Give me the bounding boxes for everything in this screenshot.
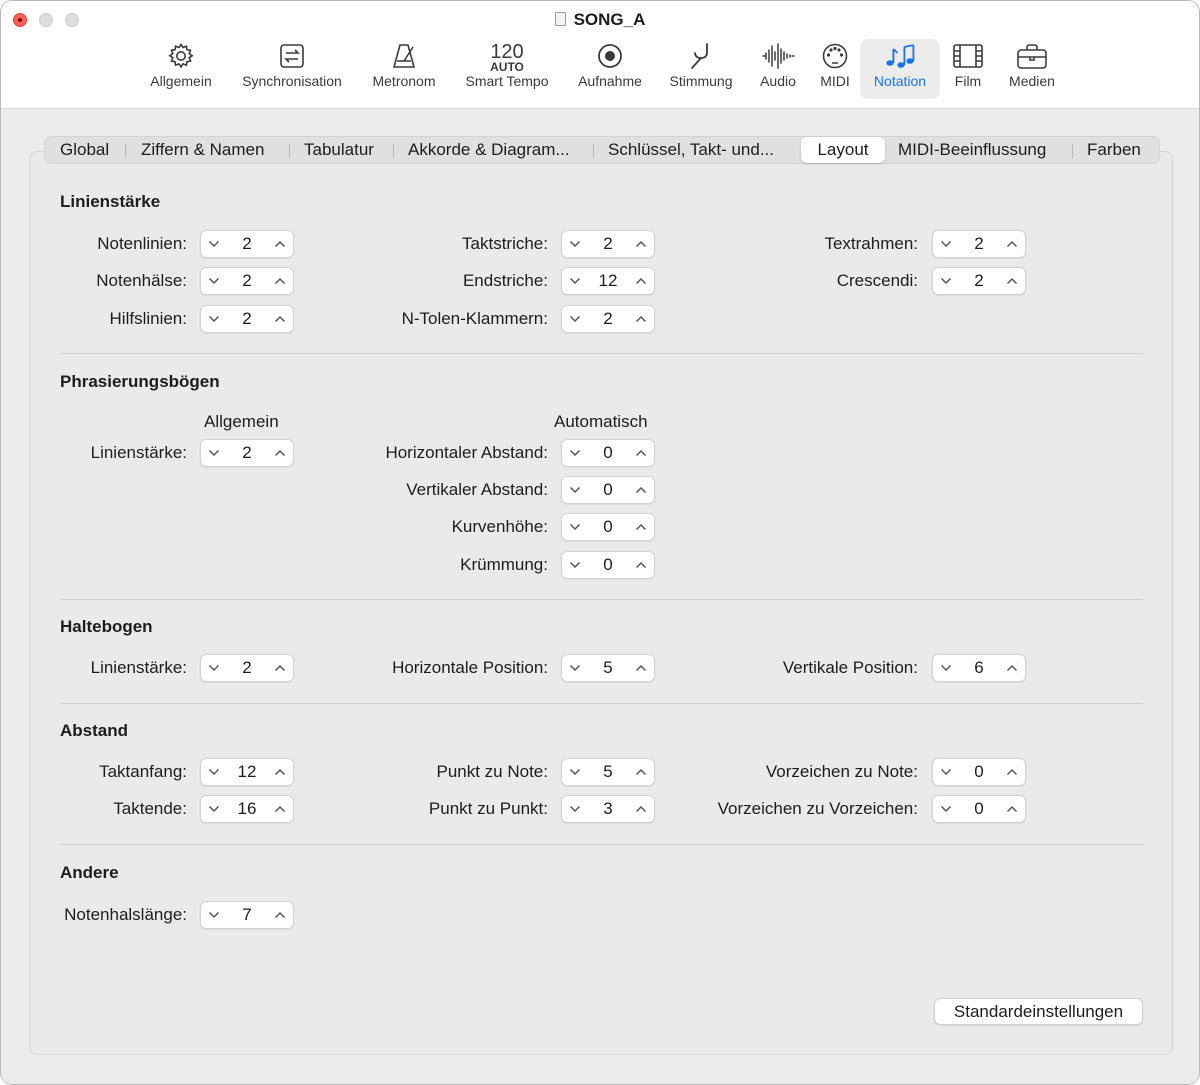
toolbar: [1, 1, 1199, 109]
toolbar-item-label: Smart Tempo: [465, 73, 549, 89]
endstriche-value[interactable]: 12: [598, 271, 618, 290]
endstriche-stepper: [561, 267, 655, 295]
toolbar-item-notation[interactable]: [860, 39, 940, 99]
horizontaler-abstand-label: Horizontaler Abstand:: [385, 443, 548, 462]
decrement-button[interactable]: [201, 655, 227, 681]
taktende-stepper: [200, 795, 294, 823]
section-title-phrasierungsboegen: Phrasierungsbögen: [60, 372, 220, 391]
toolbar-item-label: Allgemein: [150, 73, 212, 89]
ntolen-klammern-value[interactable]: 2: [603, 309, 613, 328]
decrement-button[interactable]: [562, 477, 588, 503]
phrasierung-linienstaerke-stepper: [200, 439, 294, 467]
decrement-button[interactable]: [201, 440, 227, 466]
vorzeichen-zu-note-value[interactable]: 0: [974, 762, 984, 781]
vertikale-position-stepper: [932, 654, 1026, 682]
vertikale-position-label: Vertikale Position:: [782, 658, 918, 677]
haltebogen-linienstaerke-stepper: [200, 654, 294, 682]
notenlinien-label: Notenlinien:: [97, 234, 187, 253]
vorzeichen-zu-vorzeichen-stepper: [932, 795, 1026, 823]
increment-button[interactable]: [628, 477, 654, 503]
tab-schluessel-takt[interactable]: Schlüssel, Takt- und...: [608, 140, 774, 159]
decrement-button[interactable]: [201, 306, 227, 332]
decrement-button[interactable]: [562, 552, 588, 578]
notenlinien-value[interactable]: 2: [242, 234, 252, 253]
increment-button[interactable]: [999, 796, 1025, 822]
toolbar-item-label: Notation: [873, 73, 927, 89]
section-divider: [60, 844, 1143, 845]
tuning-fork-icon: [686, 39, 716, 73]
haltebogen-linienstaerke-label: Linienstärke:: [90, 658, 187, 677]
briefcase-icon: [1016, 39, 1048, 73]
kruemmung-value[interactable]: 0: [603, 555, 613, 574]
decrement-button[interactable]: [201, 902, 227, 928]
crescendi-label: Crescendi:: [836, 271, 918, 290]
notenhaelse-value[interactable]: 2: [242, 271, 252, 290]
vertikaler-abstand-value[interactable]: 0: [603, 480, 613, 499]
vorzeichen-zu-vorzeichen-value[interactable]: 0: [974, 799, 984, 818]
gear-icon: [166, 39, 196, 73]
decrement-button[interactable]: [562, 306, 588, 332]
phrasierung-linienstaerke-value[interactable]: 2: [242, 443, 252, 462]
toolbar-item-smart-tempo[interactable]: [457, 39, 557, 99]
decrement-button[interactable]: [562, 796, 588, 822]
tab-separator: [289, 144, 290, 158]
kurvenhoehe-stepper: [561, 513, 655, 541]
tempo-icon: [490, 39, 524, 73]
decrement-button[interactable]: [562, 655, 588, 681]
punkt-zu-punkt-stepper: [561, 795, 655, 823]
notenhaelse-label: Notenhälse:: [96, 271, 187, 290]
decrement-button[interactable]: [201, 759, 227, 785]
increment-button[interactable]: [267, 796, 293, 822]
tab-separator: [1072, 144, 1073, 158]
notenhalslaenge-stepper: [200, 901, 294, 929]
decrement-button[interactable]: [933, 231, 959, 257]
tab-akkorde-diagramme[interactable]: Akkorde & Diagram...: [408, 140, 570, 159]
toolbar-item-audio[interactable]: [753, 39, 803, 99]
toolbar-item-midi[interactable]: [813, 39, 857, 99]
vertikaler-abstand-label: Vertikaler Abstand:: [406, 480, 548, 499]
kruemmung-label: Krümmung:: [460, 555, 548, 574]
decrement-button[interactable]: [201, 268, 227, 294]
decrement-button[interactable]: [562, 514, 588, 540]
taktende-value[interactable]: 16: [237, 799, 257, 818]
decrement-button[interactable]: [201, 796, 227, 822]
allgemein-subheading: Allgemein: [204, 412, 279, 431]
horizontale-position-stepper: [561, 654, 655, 682]
taktanfang-label: Taktanfang:: [99, 762, 187, 781]
vorzeichen-zu-vorzeichen-label: Vorzeichen zu Vorzeichen:: [717, 799, 918, 818]
window-title: [1, 10, 1199, 30]
decrement-button[interactable]: [562, 231, 588, 257]
hilfslinien-label: Hilfslinien:: [109, 309, 187, 328]
decrement-button[interactable]: [562, 268, 588, 294]
increment-button[interactable]: [999, 655, 1025, 681]
taktstriche-stepper: [561, 230, 655, 258]
decrement-button[interactable]: [201, 231, 227, 257]
textrahmen-stepper: [932, 230, 1026, 258]
increment-button[interactable]: [999, 231, 1025, 257]
tab-layout[interactable]: Layout: [801, 137, 885, 163]
film-icon: [952, 39, 984, 73]
toolbar-item-label: Audio: [760, 73, 796, 89]
notenhalslaenge-value[interactable]: 7: [242, 905, 252, 924]
tab-farben[interactable]: Farben: [1087, 140, 1141, 159]
decrement-button[interactable]: [933, 268, 959, 294]
window-title-text: SONG_A: [573, 10, 646, 29]
increment-button[interactable]: [628, 514, 654, 540]
section-divider: [60, 353, 1143, 354]
section-title-linienstaerke: Linienstärke: [60, 192, 161, 211]
toolbar-item-label: Synchronisation: [242, 73, 342, 89]
toolbar-item-stimmung[interactable]: [663, 39, 739, 99]
decrement-button[interactable]: [562, 440, 588, 466]
notenhaelse-stepper: [200, 267, 294, 295]
ntolen-klammern-label: N-Tolen-Klammern:: [401, 309, 548, 328]
horizontale-position-label: Horizontale Position:: [392, 658, 548, 677]
punkt-zu-note-stepper: [561, 758, 655, 786]
textrahmen-label: Textrahmen:: [824, 234, 918, 253]
increment-button[interactable]: [267, 759, 293, 785]
decrement-button[interactable]: [933, 759, 959, 785]
increment-button[interactable]: [628, 759, 654, 785]
vertikale-position-value[interactable]: 6: [974, 658, 984, 677]
punkt-zu-punkt-label: Punkt zu Punkt:: [428, 799, 548, 818]
punkt-zu-note-value[interactable]: 5: [603, 762, 613, 781]
crescendi-value[interactable]: 2: [974, 271, 984, 290]
tab-tabulatur[interactable]: Tabulatur: [304, 140, 374, 159]
hilfslinien-stepper: [200, 305, 294, 333]
increment-button[interactable]: [267, 306, 293, 332]
endstriche-label: Endstriche:: [462, 271, 548, 290]
phrasierung-linienstaerke-label: Linienstärke:: [90, 443, 187, 462]
taktanfang-stepper: [200, 758, 294, 786]
tab-separator: [593, 144, 594, 158]
toolbar-item-medien[interactable]: [1003, 39, 1061, 99]
hilfslinien-value[interactable]: 2: [242, 309, 252, 328]
section-title-abstand: Abstand: [60, 721, 128, 740]
haltebogen-linienstaerke-value[interactable]: 2: [242, 658, 252, 677]
punkt-zu-note-label: Punkt zu Note:: [436, 762, 548, 781]
toolbar-item-label: Film: [954, 73, 982, 89]
toolbar-item-aufnahme[interactable]: [571, 39, 649, 99]
increment-button[interactable]: [267, 902, 293, 928]
kruemmung-stepper: [561, 551, 655, 579]
tab-global[interactable]: Global: [60, 140, 110, 159]
textrahmen-value[interactable]: 2: [974, 234, 984, 253]
increment-button[interactable]: [628, 796, 654, 822]
toolbar-item-film[interactable]: [947, 39, 989, 99]
increment-button[interactable]: [628, 655, 654, 681]
decrement-button[interactable]: [562, 759, 588, 785]
toolbar-item-label: Stimmung: [669, 73, 733, 89]
increment-button[interactable]: [628, 231, 654, 257]
tab-separator: [393, 144, 394, 158]
document-icon: [555, 12, 566, 26]
ntolen-klammern-stepper: [561, 305, 655, 333]
increment-button[interactable]: [267, 440, 293, 466]
notes-icon: [884, 39, 916, 73]
tab-separator: [125, 144, 126, 158]
sync-icon: [278, 39, 306, 73]
toolbar-item-metronom[interactable]: [365, 39, 443, 99]
increment-button[interactable]: [267, 231, 293, 257]
increment-button[interactable]: [628, 306, 654, 332]
section-divider: [60, 599, 1143, 600]
decrement-button[interactable]: [933, 655, 959, 681]
increment-button[interactable]: [628, 268, 654, 294]
kurvenhoehe-label: Kurvenhöhe:: [451, 517, 548, 536]
automatisch-subheading: Automatisch: [554, 412, 648, 431]
tempo-value: 120: [490, 41, 524, 63]
tab-bar: [44, 136, 1160, 164]
decrement-button[interactable]: [933, 796, 959, 822]
taktanfang-value[interactable]: 12: [237, 762, 257, 781]
toolbar-item-allgemein[interactable]: [145, 39, 217, 99]
vertikaler-abstand-stepper: [561, 476, 655, 504]
horizontale-position-value[interactable]: 5: [603, 658, 613, 677]
record-icon: [595, 39, 625, 73]
taktstriche-label: Taktstriche:: [462, 234, 548, 253]
taktende-label: Taktende:: [113, 799, 187, 818]
toolbar-item-synchronisation[interactable]: [233, 39, 351, 99]
punkt-zu-punkt-value[interactable]: 3: [603, 799, 613, 818]
vorzeichen-zu-note-label: Vorzeichen zu Note:: [765, 762, 918, 781]
notenhalslaenge-label: Notenhalslänge:: [64, 905, 187, 924]
increment-button[interactable]: [999, 759, 1025, 785]
horizontaler-abstand-value[interactable]: 0: [603, 443, 613, 462]
toolbar-item-label: Aufnahme: [578, 73, 642, 89]
vorzeichen-zu-note-stepper: [932, 758, 1026, 786]
crescendi-stepper: [932, 267, 1026, 295]
increment-button[interactable]: [267, 655, 293, 681]
tempo-mode: AUTO: [490, 60, 524, 74]
kurvenhoehe-value[interactable]: 0: [603, 517, 613, 536]
restore-defaults-button[interactable]: Standardeinstellungen: [934, 998, 1143, 1025]
toolbar-item-label: Metronom: [372, 73, 436, 89]
increment-button[interactable]: [628, 552, 654, 578]
section-title-andere: Andere: [60, 863, 119, 882]
horizontaler-abstand-stepper: [561, 439, 655, 467]
tab-midi-beeinflussung[interactable]: MIDI-Beeinflussung: [898, 140, 1047, 159]
tab-ziffern-namen[interactable]: Ziffern & Namen: [141, 140, 265, 159]
increment-button[interactable]: [267, 268, 293, 294]
toolbar-item-label: MIDI: [820, 73, 850, 89]
taktstriche-value[interactable]: 2: [603, 234, 613, 253]
increment-button[interactable]: [999, 268, 1025, 294]
toolbar-item-label: Medien: [1009, 73, 1055, 89]
notenlinien-stepper: [200, 230, 294, 258]
section-title-haltebogen: Haltebogen: [60, 617, 153, 636]
waveform-icon: [761, 39, 795, 73]
increment-button[interactable]: [628, 440, 654, 466]
metronome-icon: [389, 39, 419, 73]
section-divider: [60, 703, 1143, 704]
midi-port-icon: [820, 39, 850, 73]
